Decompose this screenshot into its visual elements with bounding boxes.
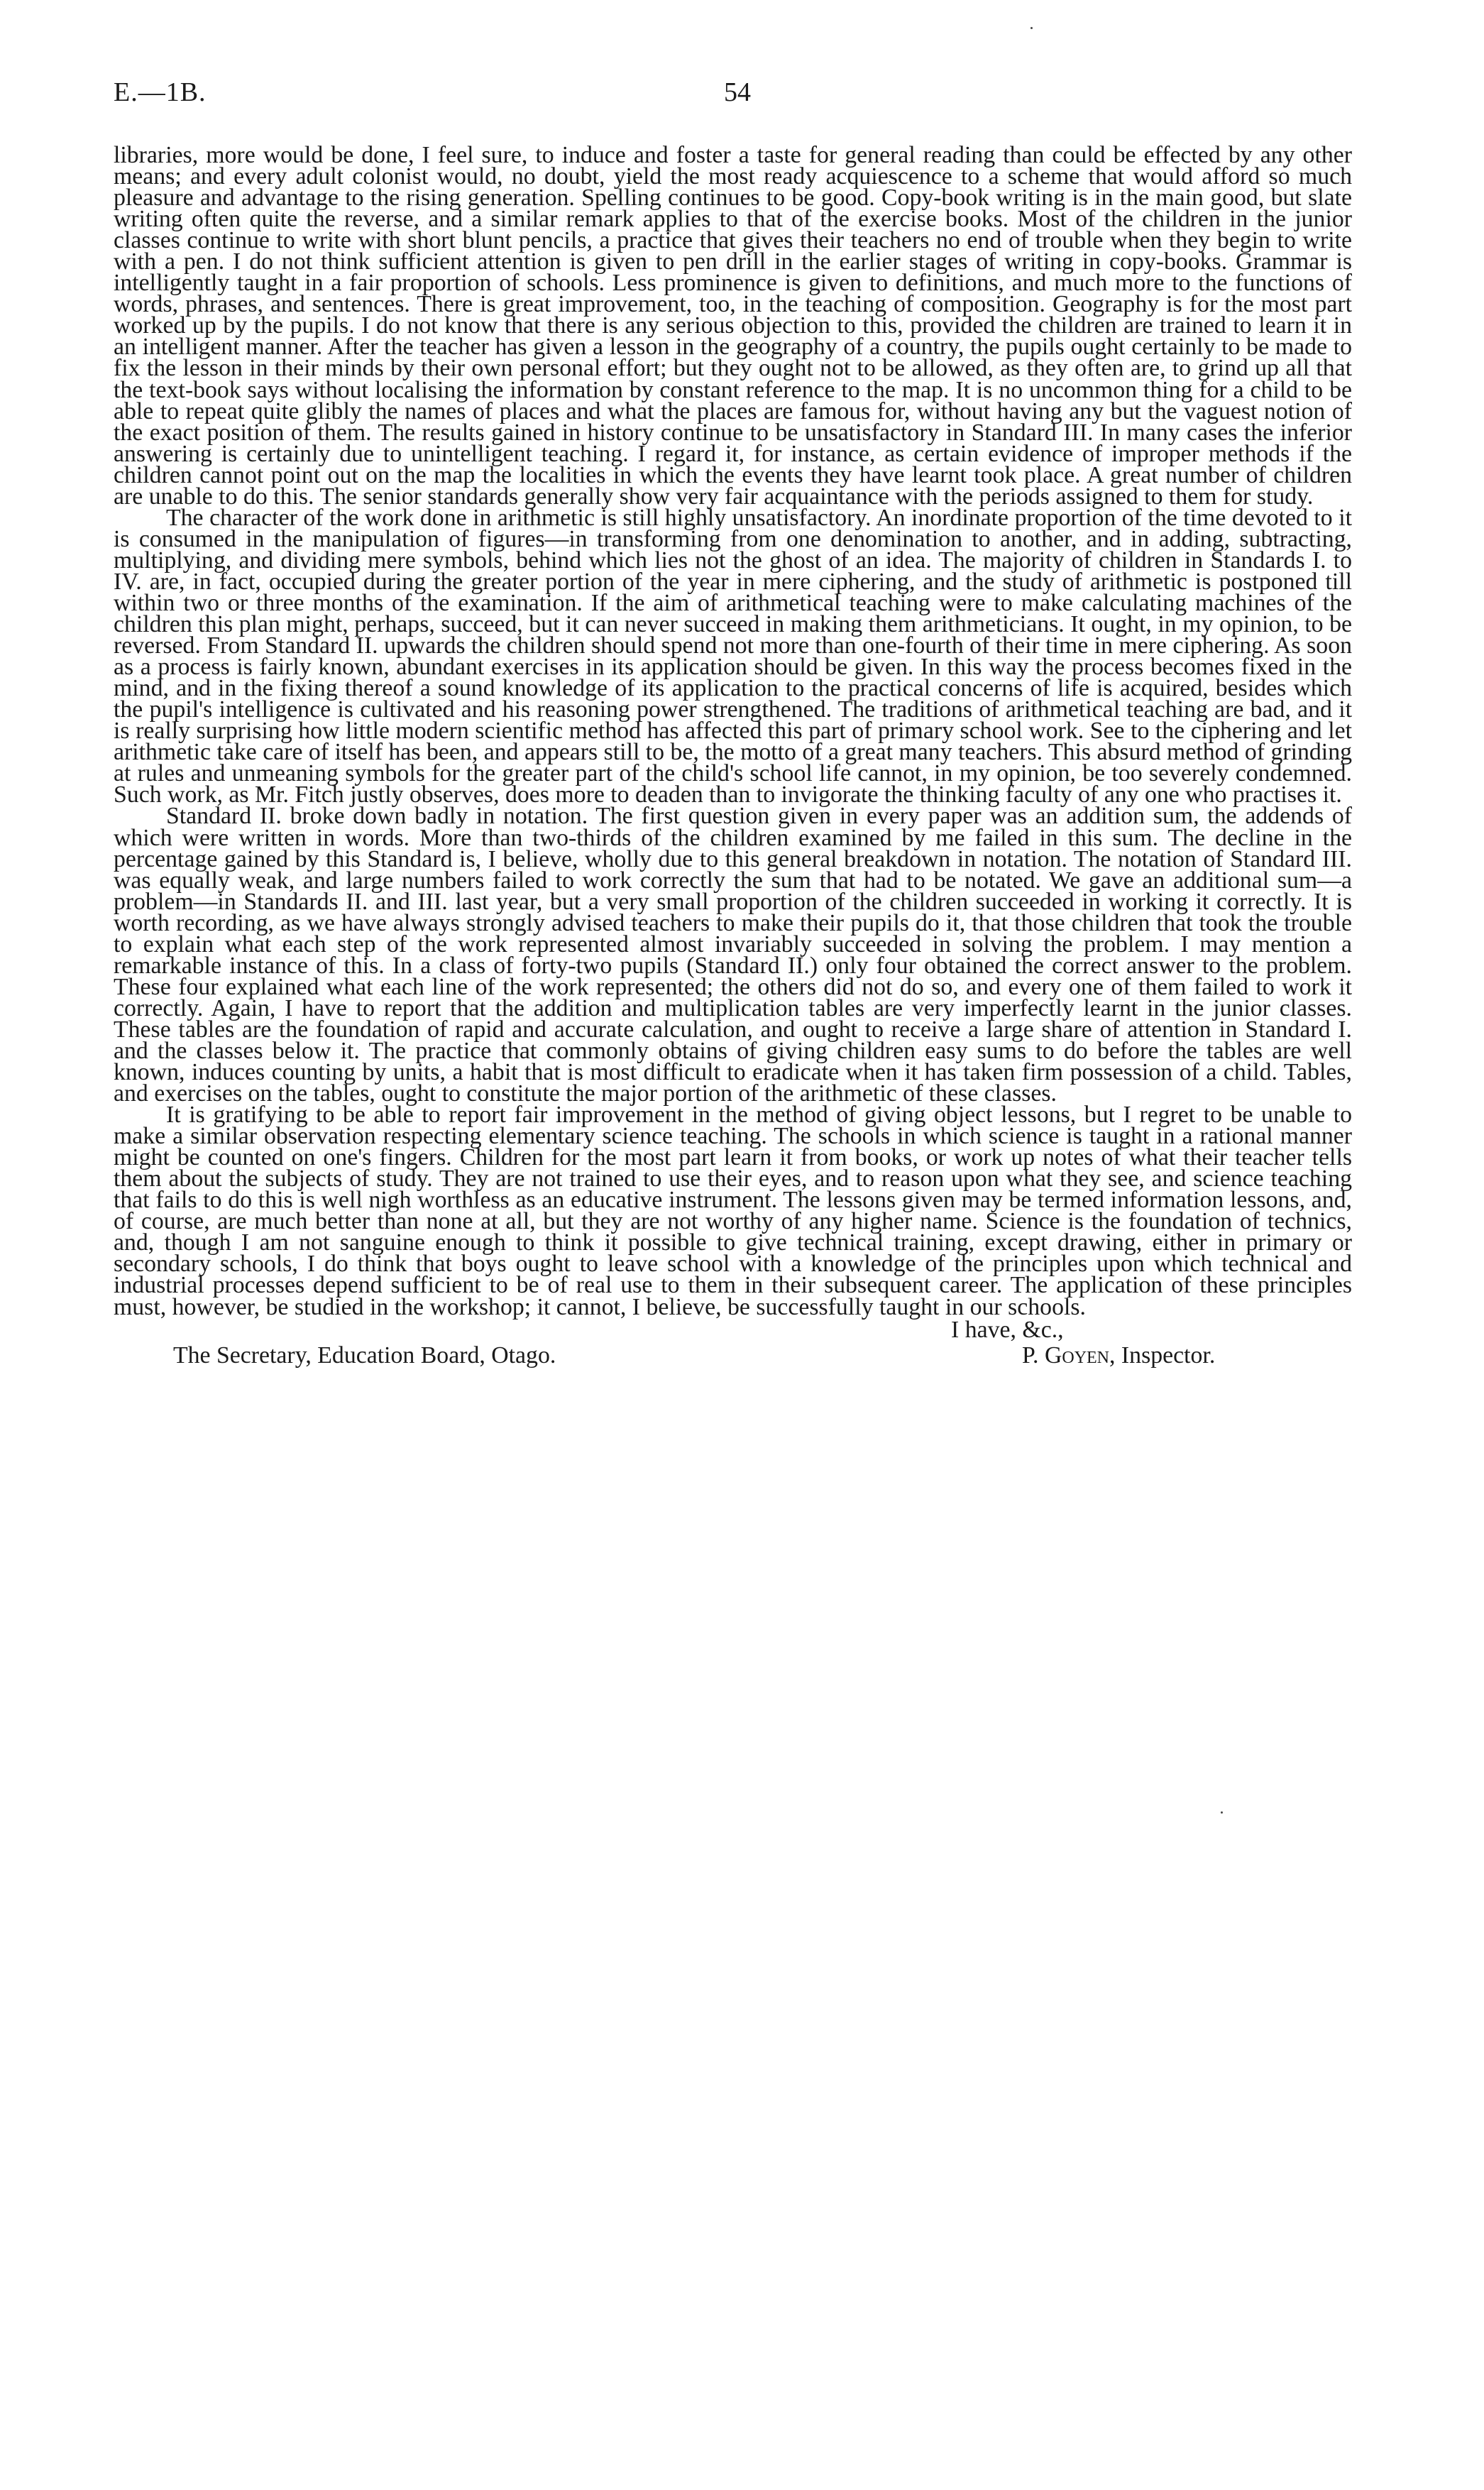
report-body bbox=[114, 142, 1352, 1320]
signature-name: Goyen bbox=[1044, 1342, 1110, 1369]
paragraph-notation: Standard II. broke down badly in notation. The first question given in every paper was an addition sum, the addends of which were written in words. More than two-thirds of the children examined by me failed in this sum. The decline in the percentage gained by this Standard is, I believe, wholly due to this general breakdown in notation. The notation of Standard III. was equally weak, and large numbers failed to work correctly the sum that had to be notated. We gave an additional sum—a problem—in Standards II. and III. last year, but a very small proportion of the children succeeded in working it correctly. It is worth recording, as we have always strongly advised teachers to make their pupils do it, that those children that took the trouble to explain what each step of the work represented almost invariably succeeded in solving the problem. I may mention a remarkable instance of this. In a class of forty-two pupils (Standard II.) only four obtained the correct answer to the problem. These four explained what each line of the work represented; the others did not do so, and every one of them failed to work it correctly. Again, I have to report that the addition and multiplication tables are very imperfectly learnt in the junior classes. These tables are the foundation of rapid and accurate calculation, and ought to receive a large share of attention in Standard I. and the classes below it. The practice that commonly obtains of giving children easy sums to do before the tables are well known, induces counting by units, a habit that is most difficult to eradicate when it has taken firm possession of a child. Tables, and exercises on the tables, ought to constitute the major portion of the arithmetic of these classes. bbox=[114, 803, 1352, 1107]
letter-closing bbox=[114, 1316, 1352, 1383]
document-code: E.—1B. bbox=[114, 77, 207, 107]
signature-title: , Inspector. bbox=[1109, 1342, 1216, 1369]
closing-salutation: I have, &c., bbox=[951, 1316, 1064, 1343]
letter-addressee: The Secretary, Education Board, Otago. bbox=[173, 1342, 556, 1369]
paragraph-continuation: libraries, more would be done, I feel sure, to induce and foster a taste for general reading than could be effected by any other means; and every adult colonist would, no doubt, yield the most ready acquiescence to a scheme that would afford so much pleasure and advantage to the rising generation. Spelling continues to be good. Copy-book writing is in the main good, but slate writing often quite the reverse, and a similar remark applies to that of the exercise books. Most of the children in the junior classes continue to write with short blunt pencils, a practice that gives their teachers no end of trouble when they begin to write with a pen. I do not think sufficient attention is given to pen drill in the earlier stages of writing in copy-books. Grammar is intelligently taught in a fair proportion of schools. Less prominence is given to definitions, and much more to the functions of words, phrases, and sentences. There is great improvement, too, in the teaching of composition. Geography is for the most part worked up by the pupils. I do not know that there is any serious objection to this, provided the children are trained to learn it in an intelligent manner. After the teacher has given a lesson in the geography of a country, the pupils ought certainly to be made to fix the lesson in their minds by their own personal effort; but they ought not to be allowed, as they often are, to grind up all that the text-book says without localising the information by constant reference to the map. It is no uncommon thing for a child to be able to repeat quite glibly the names of places and what the places are famous for, without having any but the vaguest notion of the exact position of them. The results gained in history continue to be unsatisfactory in Standard III. In many cases the inferior answering is certainly due to unintelligent teaching. I regard it, for instance, as certain evidence of improper methods if the children cannot point out on the map the localities in which the events they have learnt took place. A great number of children are unable to do this. The senior standards generally show very fair acquaintance with the periods assigned to them for study. bbox=[114, 142, 1352, 510]
paragraph-science-teaching: It is gratifying to be able to report fair improvement in the method of giving object lessons, but I regret to be unable to make a similar observation respecting elementary science teaching. The schools in which science is taught in a rational manner might be counted on one's fingers. Children for the most part learn it from books, or work up notes of what their teacher tells them about the subjects of study. They are not trained to use their eyes, and to reason upon what they see, and science teaching that fails to do this is well nigh worthless as an educative instrument. The lessons given may be termed information lessons, and, of course, are much better than none at all, but they are not worthy of any higher name. Science is the foundation of technics, and, though I am not sanguine enough to think it possible to give technical training, except drawing, either in primary or secondary schools, I do think that boys ought to leave school with a knowledge of the principles upon which technical and industrial processes depend sufficient to be of real use to them in their subsequent career. The application of these principles must, however, be studied in the workshop; it cannot, I believe, be successfully taught in our schools. bbox=[114, 1102, 1352, 1320]
paper-speck bbox=[1221, 1811, 1223, 1814]
page-number: 54 bbox=[724, 77, 751, 107]
inspector-signature bbox=[1022, 1342, 1216, 1369]
paragraph-arithmetic: The character of the work done in arithmetic is still highly unsatisfactory. An inordinate proportion of the time devoted to it is consumed in the manipulation of figures—in transforming from one denomination to another, and in adding, subtracting, multiplying, and dividing mere symbols, behind which lies not the ghost of an idea. The majority of children in Standards I. to IV. are, in fact, occupied during the greater portion of the year in mere ciphering, and the study of arithmetic is postponed till within two or three months of the examination. If the aim of arithmetical teaching were to make calculating machines of the children this plan might, perhaps, succeed, but it can never succeed in making them arithmeticians. It ought, in my opinion, to be reversed. From Standard II. upwards the children should spend not more than one-fourth of their time in mere ciphering. As soon as a process is fairly known, abundant exercises in its application should be given. In this way the process becomes fixed in the mind, and in the fixing thereof a sound knowledge of its application to the practical concerns of life is acquired, besides which the pupil's intelligence is cultivated and his reasoning power strengthened. The traditions of arithmetical teaching are bad, and it is really surprising how little modern scientific method has affected this part of primary school work. See to the ciphering and let arithmetic take care of itself has been, and appears still to be, the motto of a great many teachers. This absurd method of grinding at rules and unmeaning symbols for the greater part of the child's school life cannot, in my opinion, be too severely condemned. Such work, as Mr. Fitch justly observes, does more to deaden than to invigorate the thinking faculty of any one who practises it. bbox=[114, 504, 1352, 808]
document-page bbox=[114, 68, 1352, 1383]
paper-speck bbox=[1030, 27, 1033, 29]
page-header bbox=[114, 68, 1352, 118]
signature-initial: P. bbox=[1022, 1342, 1045, 1369]
